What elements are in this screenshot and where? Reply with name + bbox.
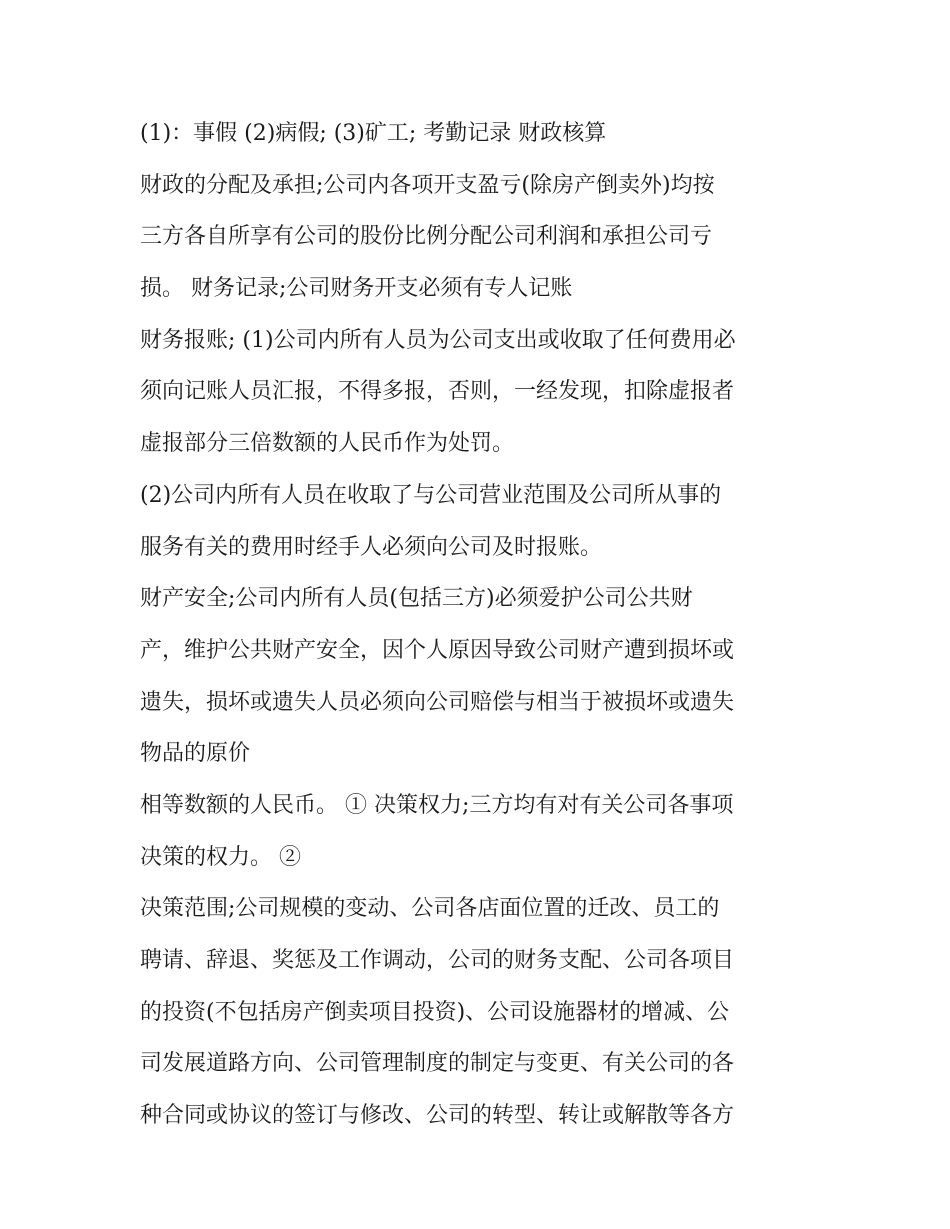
text-line: 损。 财务记录;公司财务开支必须有专人记账 [140, 276, 573, 302]
text-line: 相等数额的人民币。 ① 决策权力;三方均有对有关公司各事项 [140, 792, 734, 818]
text-line: 种合同或协议的签订与修改、公司的转型、转让或解散等各方 [140, 1103, 735, 1129]
text-line: 产，维护公共财产安全，因个人原因导致公司财产遭到损坏或 [140, 637, 735, 663]
text-line: 虚报部分三倍数额的人民币作为处罚。 [140, 431, 515, 457]
text-line: 物品的原价 [140, 741, 251, 767]
text-line: 聘请、辞退、奖惩及工作调动，公司的财务支配、公司各项目 [140, 948, 735, 973]
text-line: 服务有关的费用时经手人必须向公司及时报账。 [140, 534, 603, 560]
text-line: 决策范围;公司规模的变动、公司各店面位置的迁改、员工的 [140, 896, 720, 922]
text-line: 财政的分配及承担;公司内各项开支盈亏(除房产倒卖外)均按 [140, 172, 715, 198]
text-line: (2)公司内所有人员在收取了与公司营业范围及公司所从事的 [140, 482, 722, 508]
text-line: 财产安全;公司内所有人员(包括三方)必须爱护公司公共财 [140, 586, 693, 612]
document-body [140, 108, 820, 1142]
text-line: (1)：事假 (2)病假; (3)矿工; 考勤记录 财政核算 [140, 121, 607, 146]
text-line: 的投资(不包括房产倒卖项目投资)、公司设施器材的增减、公 [140, 999, 730, 1025]
text-line: 须向记账人员汇报，不得多报，否则，一经发现，扣除虚报者 [140, 379, 735, 405]
text-line: 三方各自所享有公司的股份比例分配公司利润和承担公司亏 [140, 224, 713, 250]
text-line: 司发展道路方向、公司管理制度的制定与变更、有关公司的各 [140, 1051, 735, 1077]
text-line: 决策的权力。 ② [140, 844, 301, 870]
text-line: 遗失，损坏或遗失人员必须向公司赔偿与相当于被损坏或遗失 [140, 689, 735, 715]
text-line: 财务报账; (1)公司内所有人员为公司支出或收取了任何费用必 [140, 327, 736, 353]
